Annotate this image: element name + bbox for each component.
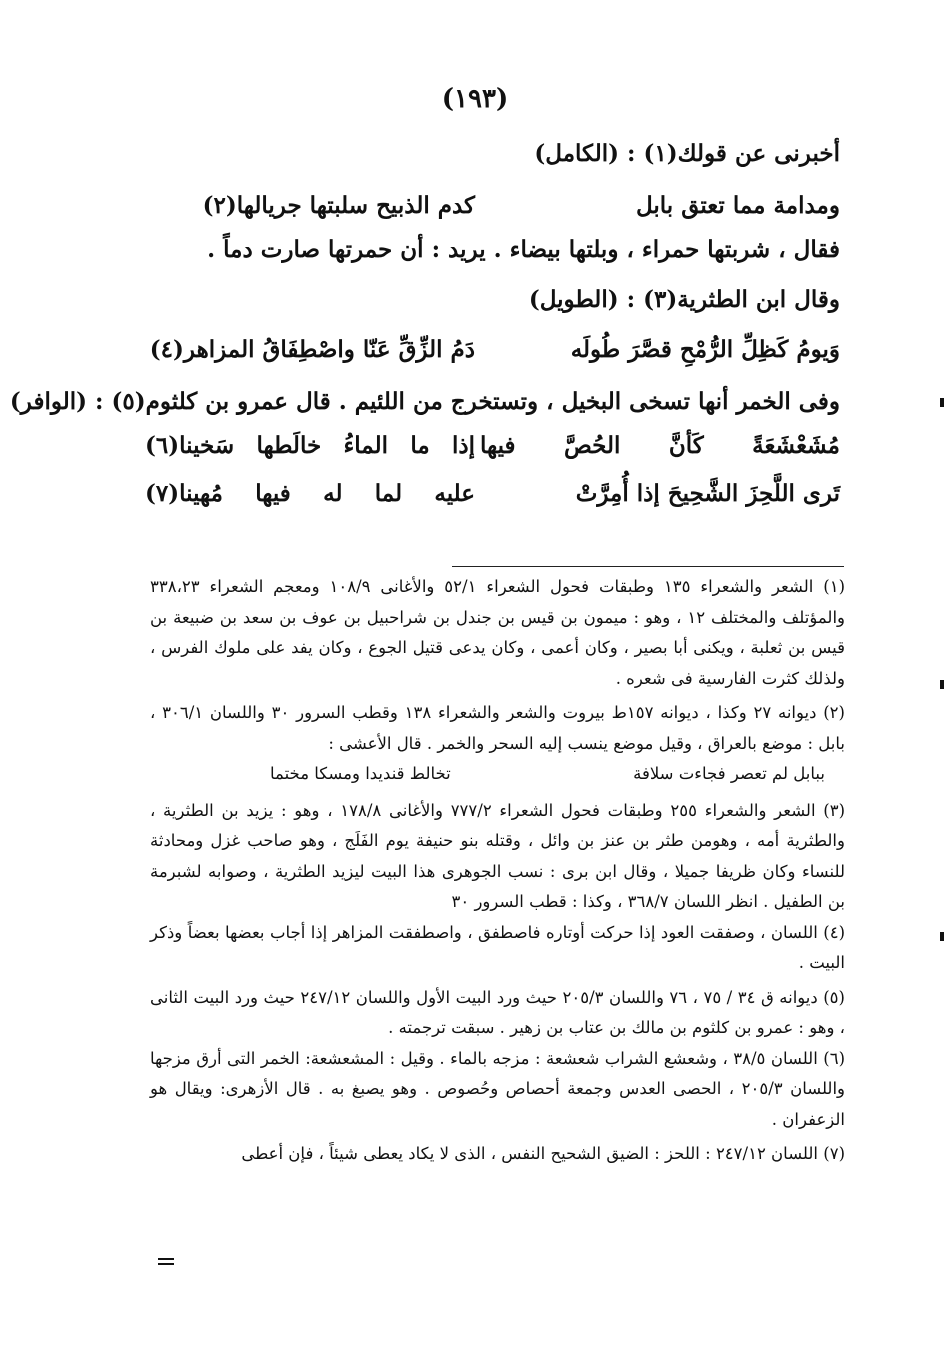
footnote-2: (٢) ديوانه ٢٧ وكذا ، ديوانه ١٥٧ط بيروت والشعر والشعراء ١٣٨ وقطب السرور ٣٠ واللسان ٣٠٦/١ ، بابل : موضع بالعراق ، وقيل موضع ينسب إليه السحر والخمر . قال الأعشى : [150,703,845,753]
margin-mark [940,680,944,689]
verse-2-second-hemistich: دَمُ الزِّقِّ عَنّا واصْطِفَاقُ المزاهر(٤) [149,336,475,363]
verse-3-second-hemistich: إذا ما الماءُ خالَطها سَخينا(٦) [145,432,475,459]
intro-line: أخبرنى عن قولك(١) : (الكامل) [534,140,840,167]
footnote-2-verse-first: ببابل لم تعصر فجاءت سلافة [633,764,825,784]
verse-1-first-hemistich: ومدامة مما تعتق بابل [635,192,840,219]
intro-line-2: وقال ابن الطثرية(٣) : (الطويل) [528,286,840,313]
margin-mark [940,932,944,941]
verse-4-first-hemistich: تَرى اللَّحِزَ الشَّحِيحَ إذا أُمِرَّتْ [575,480,840,507]
margin-mark [940,398,944,407]
verse-3-first-hemistich: مُشَعْشَعَةً كَأنَّ الحُصَّ فيها [480,432,840,459]
footnote-2-verse-second: تخالط قنديدا ومسكا مختما [270,764,451,784]
prose-line-1: فقال ، شربتها حمراء ، وبلتها بيضاء . يريد : أن حمرتها صارت دماً . [207,236,840,263]
verse-4-second-hemistich: عليه لما له فيها مُهينا(٧) [145,480,475,507]
footnote-4: (٤) اللسان ، وصفقت العود إذا حركت أوتاره فاصطفق ، واصطفقت المزاهر إذا أجاب بعضها بعضاً وذكر البيت . [150,922,845,973]
footnote-1: (١) الشعر والشعراء ١٣٥ وطبقات فحول الشعراء ٥٢/١ والأغانى ١٠٨/٩ ومعجم الشعراء ٣٣٨،٢٣ والمؤتلف والمختلف ١٢ ، وهو : ميمون بن قيس بن جندل بن شراحبيل بن عوف بن سعد بن ضبيعة بن قيس بن ثعلبة ، ويكنى أبا بصير ، وكان أعمى ، وكان يدعى قتيل الجوع ، وكان يفد على ملوك الفرس ، ولذلك كثرت الفارسية فى شعره . [150,577,845,688]
verse-1-second-hemistich: كدم الذبيح سلبتها جريالها(٢) [202,192,475,219]
prose-line-2: وفى الخمر أنها تسخى البخيل ، وتستخرج من اللئيم . قال عمرو بن كلثوم(٥) : (الوافر) [9,388,840,415]
footnote-5: (٥) ديوانه ق ٣٤ / ٧٥ ، ٧٦ واللسان ٢٠٥/٣ حيث ورد البيت الأول واللسان ٢٤٧/١٢ حيث ورد البيت الثانى ، وهو : عمرو بن كلثوم بن مالك بن عتاب بن زهير . سبقت ترجمته . [150,987,845,1038]
footnote-3: (٣) الشعر والشعراء ٢٥٥ وطبقات فحول الشعراء ٧٧٧/٢ والأغانى ١٧٨/٨ ، وهو : يزيد بن الطثرية ، والطثرية أمه ، وهومن طثر بن عنز بن وائل ، وقتله بنو حنيفة يوم الفَلَج ، وهو صاحب غزل ومحادثة للنساء وكان ظريفا جميلا ، وقال ابن برى : نسب الجوهرى هذا البيت ليزيد الطثرية ، وصوابه لشبرمة بن الطفيل . انظر اللسان ٣٦٨/٧ ، وكذا : قطب السرور ٣٠ [150,800,846,912]
page-number: (١٩٣) [441,84,509,114]
continuation-mark [158,1258,174,1268]
footnote-6: (٦) اللسان ٣٨/٥ ، وشعشع الشراب شعشعة : مزجه بالماء . وقيل : المشعشعة: الخمر التى أرق مزجها واللسان ٢٠٥/٣ ، الحصى العدس وجمعة أحصاص وحُصوص . وهو يصبغ به . قال الأزهرى: ويقال هو الزعفران . [150,1048,845,1129]
footnote-2-verse [150,759,845,790]
verse-2-first-hemistich: وَيومُ كَظِلِّ الرُّمْحِ قصَّرَ طُولَه [570,336,840,363]
footnotes [150,572,845,1170]
footnote-7: (٧) اللسان ٢٤٧/١٢ : اللحز : الضيق الشحيح النفس ، الذى لا يكاد يعطى شيئاً ، فإن أعطى [241,1144,845,1164]
footnote-separator [452,566,844,567]
